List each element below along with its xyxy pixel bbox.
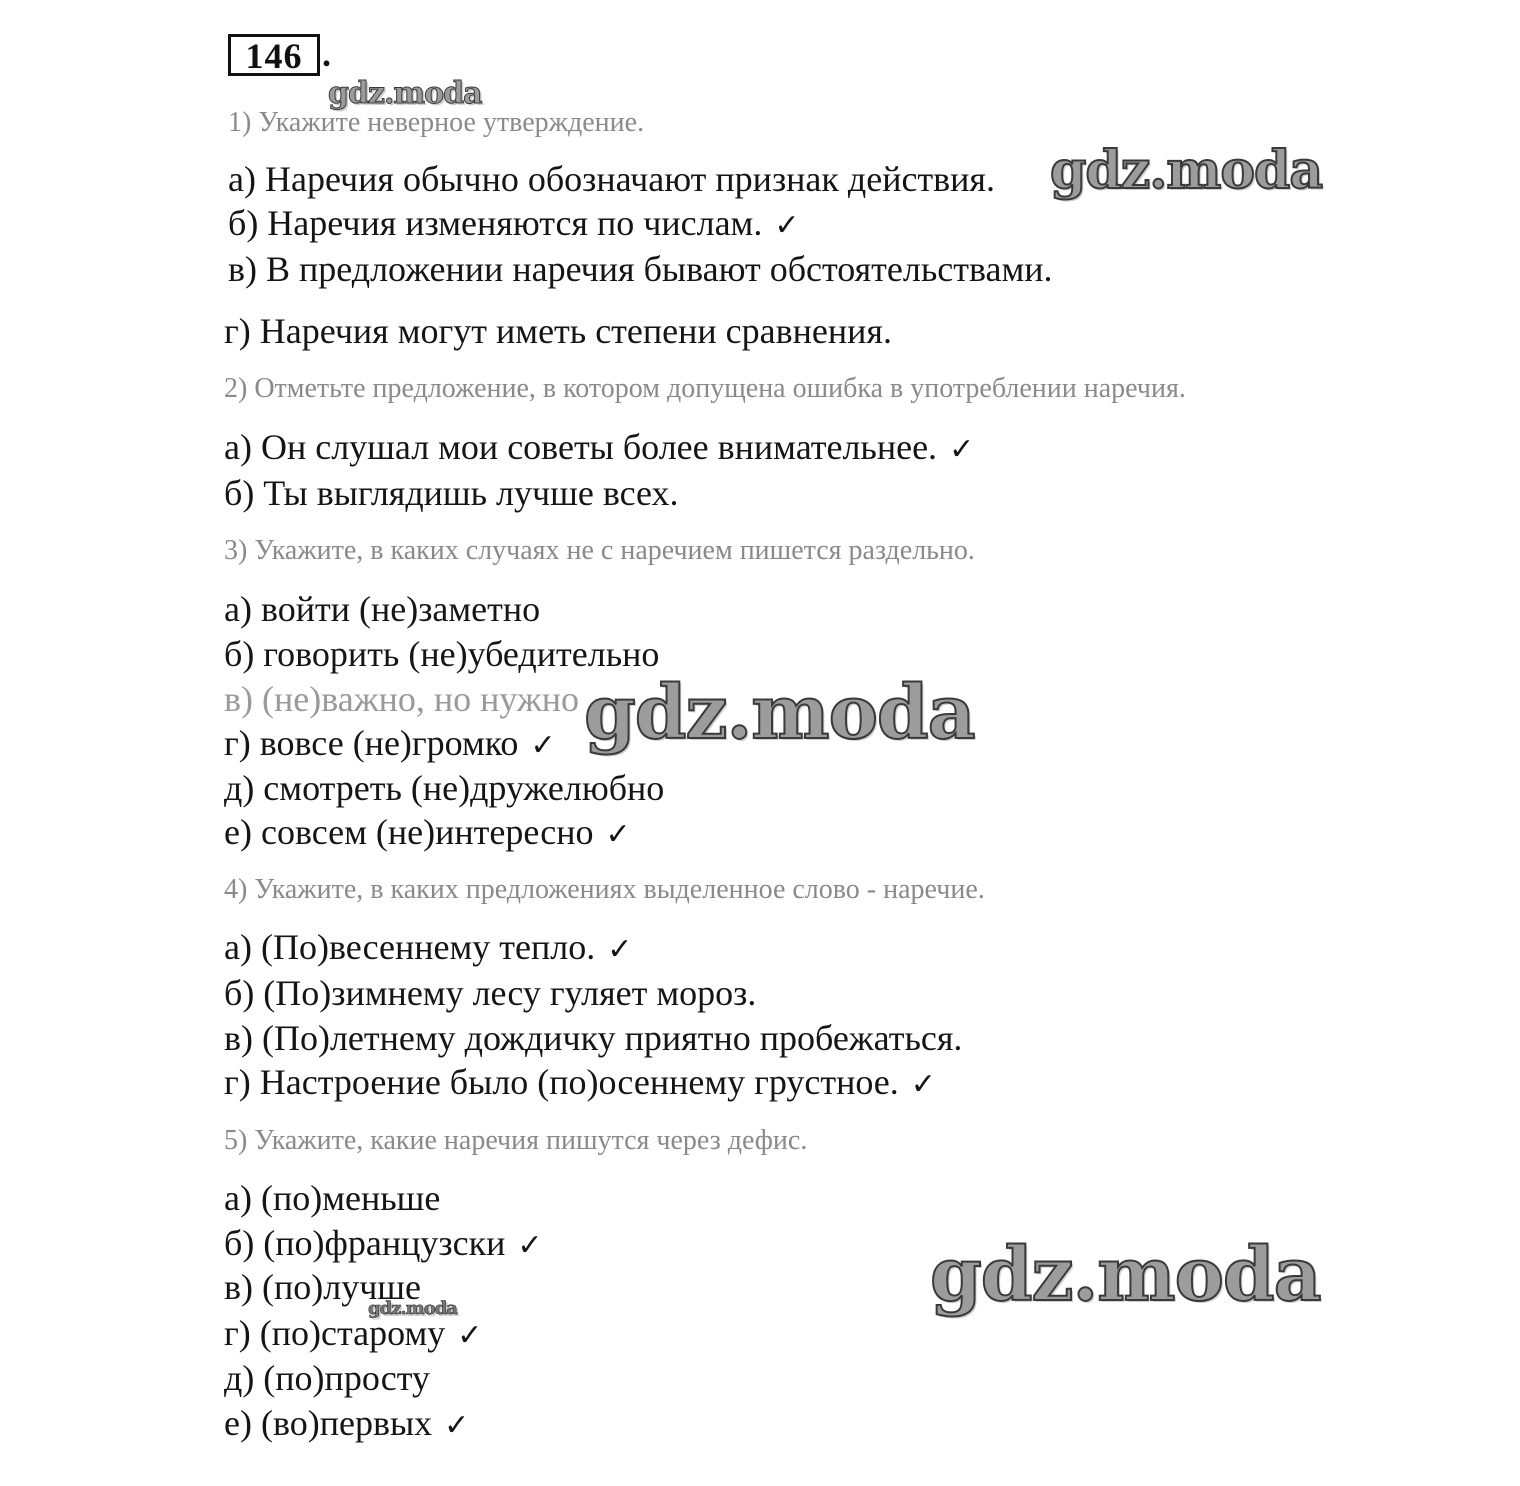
answer-4a: а) (По)весеннему тепло. ✓ xyxy=(224,927,633,967)
check-mark-icon: ✓ xyxy=(444,1409,470,1442)
check-mark-icon: ✓ xyxy=(910,1068,936,1101)
answer-3d: г) вовсе (не)громко ✓ xyxy=(224,723,556,763)
answer-2a: а) Он слушал мои советы более внимательнее. ✓ xyxy=(224,427,975,467)
check-mark-icon: ✓ xyxy=(774,209,800,242)
answer-5d: г) (по)старому ✓ xyxy=(224,1313,483,1353)
answer-4b: б) (По)зимнему лесу гуляет мороз. xyxy=(224,973,757,1013)
answer-3e: д) смотреть (не)дружелюбно xyxy=(224,768,665,808)
watermark-logo: gdz.moda xyxy=(368,1298,457,1319)
check-mark-icon: ✓ xyxy=(530,729,556,762)
question-4: 4) Укажите, в каких предложениях выделенное слово - наречие. xyxy=(224,874,985,905)
question-5: 5) Укажите, какие наречия пишутся через дефис. xyxy=(224,1125,808,1156)
question-2: 2) Отметьте предложение, в котором допущена ошибка в употреблении наречия. xyxy=(224,373,1186,404)
watermark-logo: gdz.moda xyxy=(584,670,975,756)
check-mark-icon: ✓ xyxy=(517,1229,543,1262)
question-1: 1) Укажите неверное утверждение. xyxy=(228,107,645,138)
answer-5c: в) (по)лучше xyxy=(224,1267,421,1307)
answer-1d: г) Наречия могут иметь степени сравнения. xyxy=(224,311,892,351)
answer-4d: г) Настроение было (по)осеннему грустное. ✓ xyxy=(224,1062,936,1102)
check-mark-icon: ✓ xyxy=(607,933,633,966)
exercise-number: 146 xyxy=(228,34,320,76)
answer-1c: в) В предложении наречия бывают обстоятельствами. xyxy=(228,249,1053,289)
check-mark-icon: ✓ xyxy=(949,433,975,466)
answer-5b: б) (по)французски ✓ xyxy=(224,1223,543,1263)
answer-3c: в) (не)важно, но нужно xyxy=(224,679,580,719)
answer-5e: д) (по)просту xyxy=(224,1358,430,1398)
answer-3a: а) войти (не)заметно xyxy=(224,589,541,629)
watermark-logo: gdz.moda xyxy=(1050,140,1323,201)
answer-5a: а) (по)меньше xyxy=(224,1178,441,1218)
answer-4c: в) (По)летнему дождичку приятно пробежаться. xyxy=(224,1018,963,1058)
answer-1b: б) Наречия изменяются по числам. ✓ xyxy=(228,203,800,243)
question-3: 3) Укажите, в каких случаях не с наречием пишется раздельно. xyxy=(224,535,975,566)
answer-2b: б) Ты выглядишь лучше всех. xyxy=(224,473,679,513)
watermark-logo: gdz.moda xyxy=(930,1232,1321,1318)
answer-3f: е) совсем (не)интересно ✓ xyxy=(224,812,631,852)
exercise-number-dot: . xyxy=(322,34,331,74)
check-mark-icon: ✓ xyxy=(605,818,631,851)
answer-5f: е) (во)первых ✓ xyxy=(224,1403,470,1443)
answer-3b: б) говорить (не)убедительно xyxy=(224,634,660,674)
answer-1a: а) Наречия обычно обозначают признак действия. xyxy=(228,159,995,199)
watermark-logo: gdz.moda xyxy=(328,76,482,111)
check-mark-icon: ✓ xyxy=(457,1319,483,1352)
